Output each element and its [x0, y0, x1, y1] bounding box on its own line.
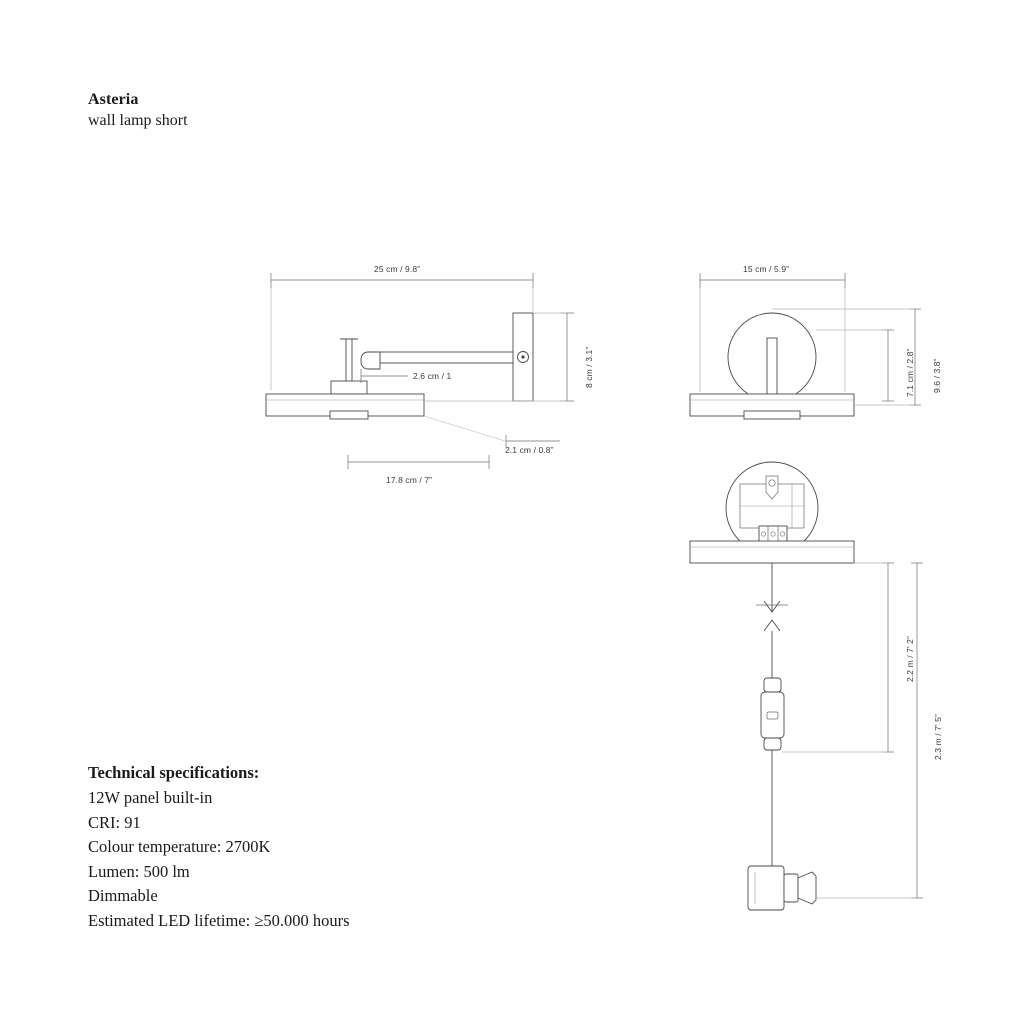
technical-specifications [88, 762, 508, 933]
specs-heading: Technical specifications: [88, 763, 260, 782]
dimension-side-height: 8 cm / 3.1” [584, 346, 594, 388]
product-header [88, 90, 188, 132]
spec-item: Colour temperature: 2700K [88, 837, 271, 856]
dimension-front-height-outer: 9.6 / 3.8” [932, 358, 942, 393]
dimension-shade-width: 17.8 cm / 7” [386, 475, 433, 485]
spec-item: 12W panel built-in [88, 788, 213, 807]
spec-item: Lumen: 500 lm [88, 861, 190, 881]
side-view-dimensions [271, 273, 574, 469]
dimension-side-width: 25 cm / 9.8” [374, 264, 421, 274]
dimension-cord-length: 2.2 m / 7' 2” [905, 636, 915, 682]
side-view-drawing [266, 313, 533, 419]
page-title: Asteria [88, 91, 139, 108]
specs-list [88, 786, 508, 933]
dimension-shade-depth: 2.1 cm / 0.8” [505, 445, 554, 455]
cord-view-dimensions [782, 563, 923, 898]
spec-item: Estimated LED lifetime: ≥50.000 hours [88, 910, 350, 930]
dimension-arm-drop: 2.6 cm / 1 [413, 371, 452, 381]
dimension-cord-total-length: 2.3 m / 7' 5” [933, 714, 943, 760]
spec-item: Dimmable [88, 886, 158, 905]
spec-item: CRI: 91 [88, 812, 141, 832]
dimension-front-height-inner: 7.1 cm / 2.8” [905, 348, 915, 397]
front-view-dimensions [700, 273, 921, 405]
front-view-drawing [690, 313, 854, 419]
dimension-front-width: 15 cm / 5.9” [743, 264, 790, 274]
product-subtitle: wall lamp short [88, 112, 188, 129]
cord-view-drawing [690, 462, 854, 910]
